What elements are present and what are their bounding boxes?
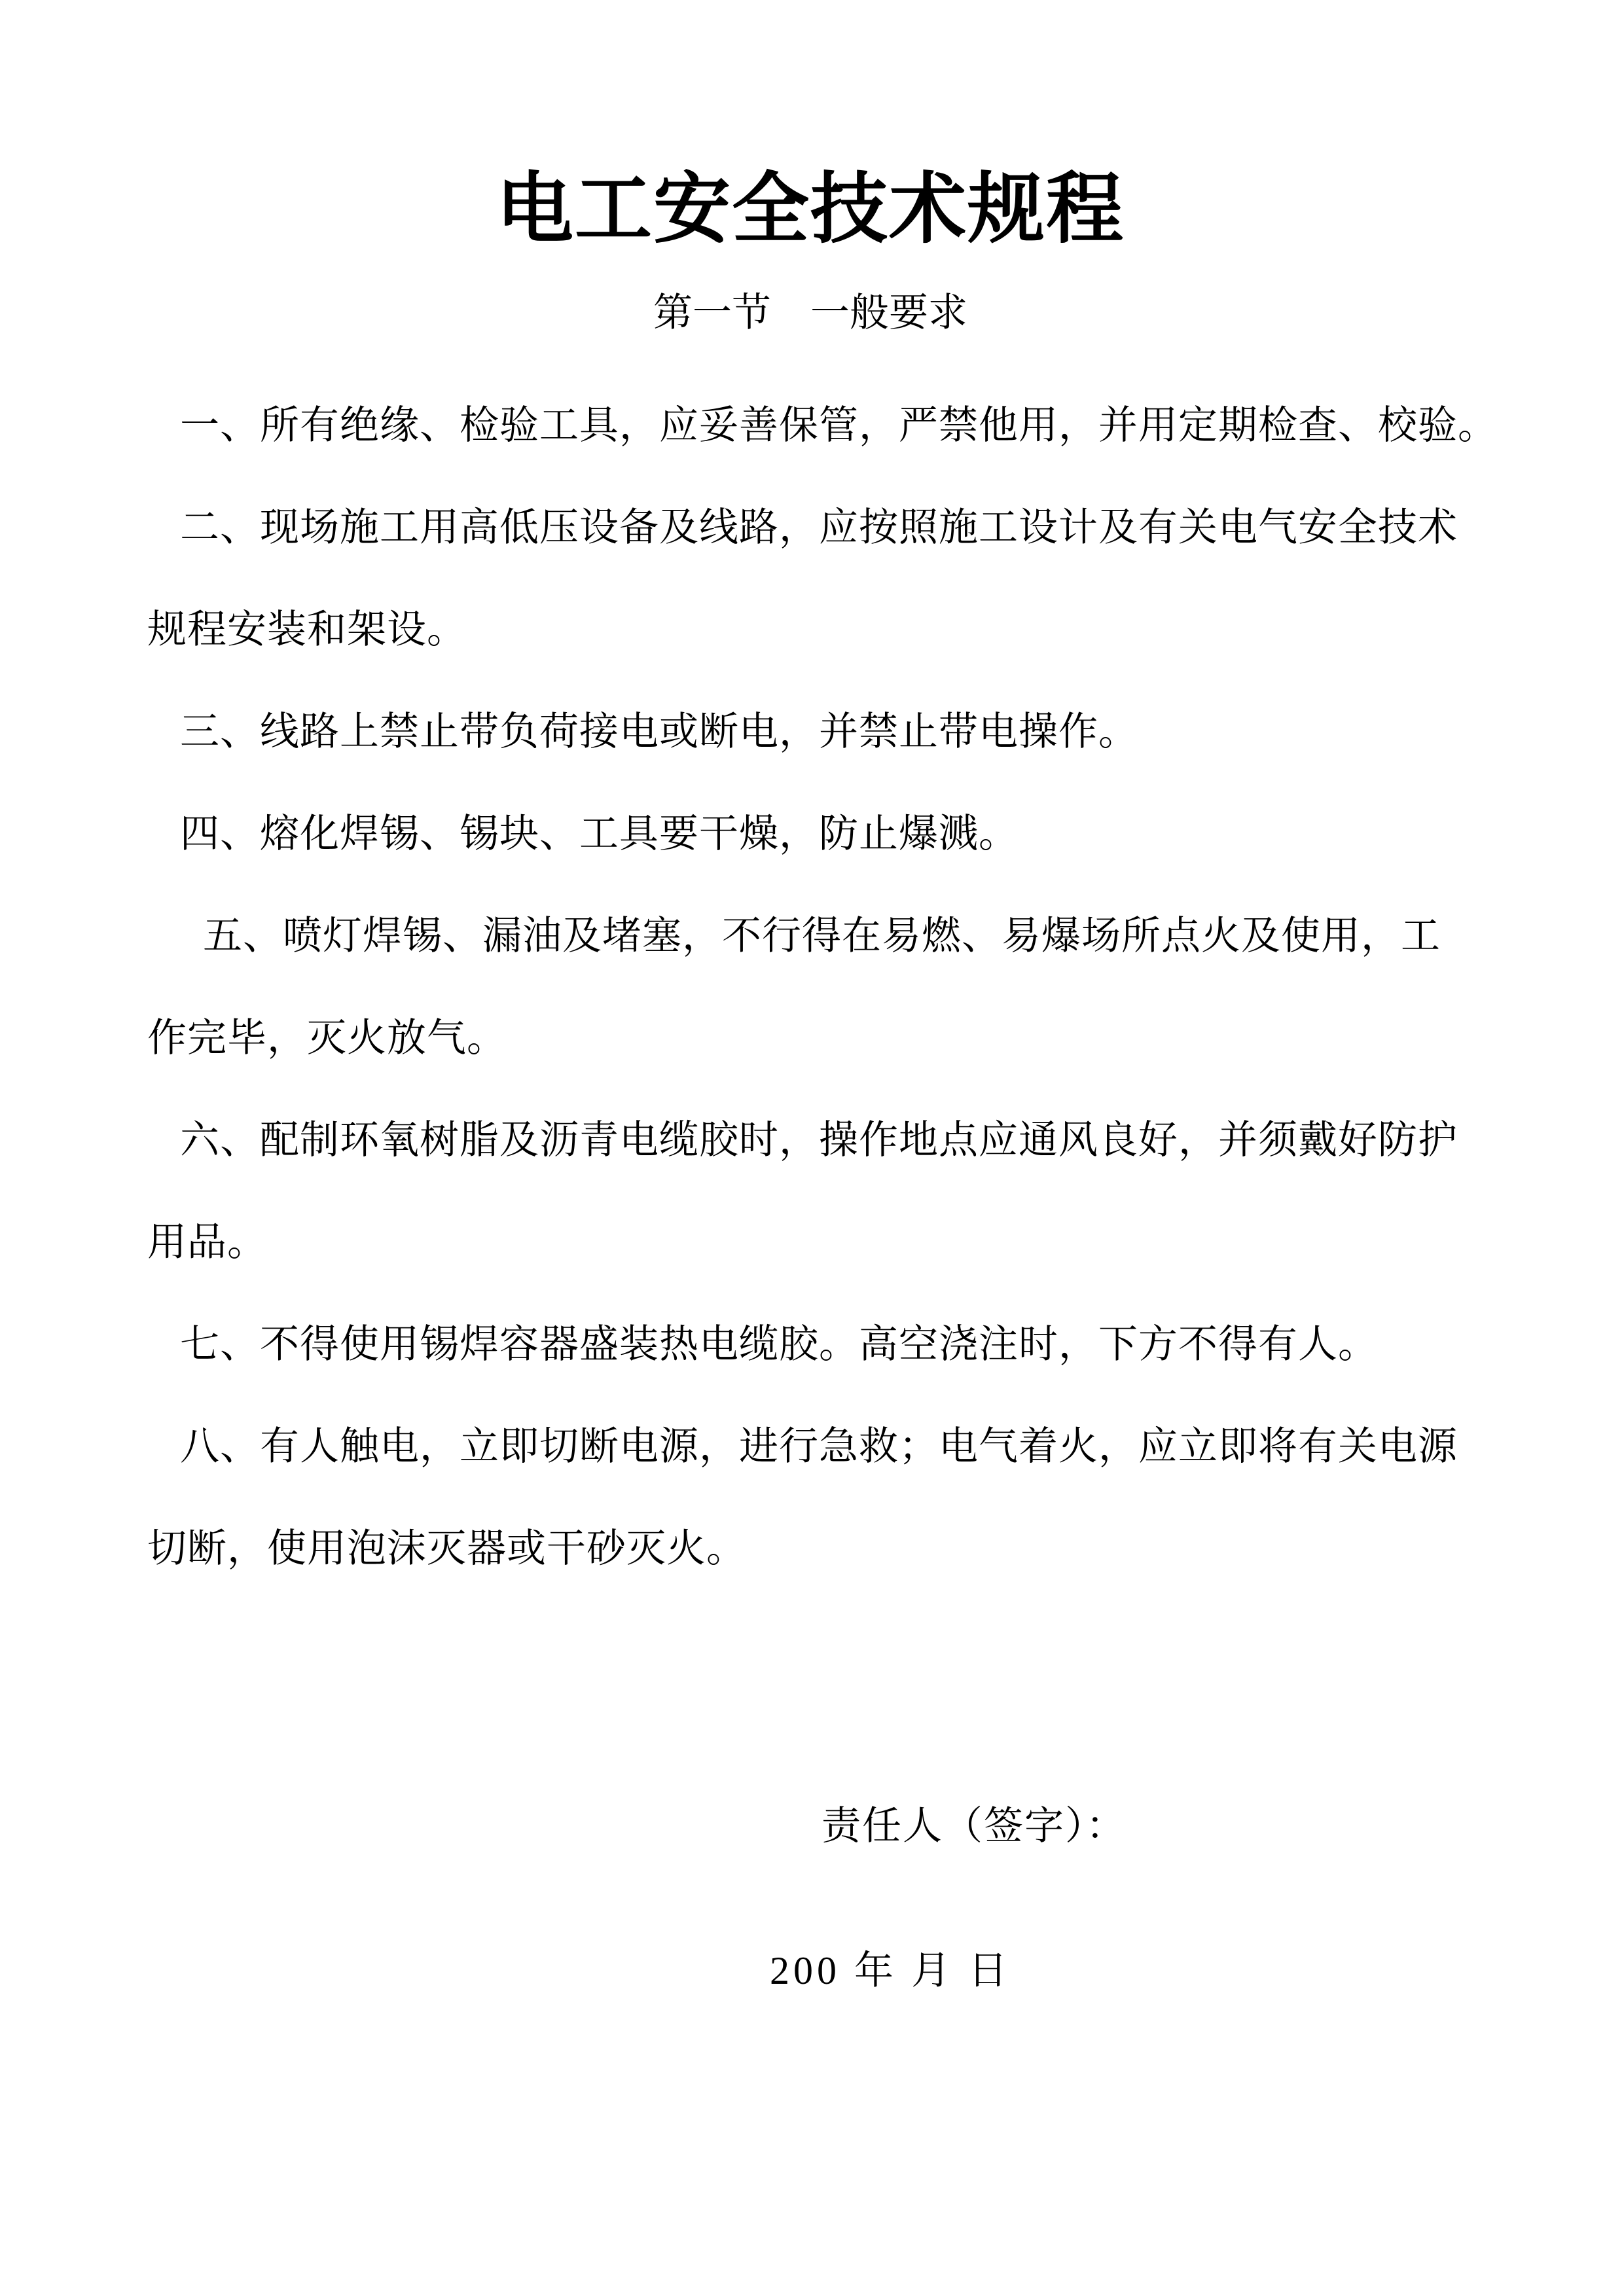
paragraph-line: 八、有人触电，立即切断电源，进行急救；电气着火，应立即将有关电源 [180,1425,1458,1468]
paragraph-line: 五、喷灯焊锡、漏油及堵塞，不行得在易燃、易爆场所点火及使用，工 [203,914,1441,958]
paragraph-line: 切断，使用泡沫灭器或干砂灭火。 [147,1527,746,1570]
paragraph-line: 规程安装和架设。 [147,608,467,651]
date-line: 200 年 月 日 [770,1949,1011,1992]
document-title: 电工安全技术规程 [496,166,1125,253]
paragraph-line: 一、所有绝缘、检验工具，应妥善保管，严禁他用，并用定期检查、校验。 [180,404,1498,447]
paragraph-line: 六、配制环氧树脂及沥青电缆胶时，操作地点应通风良好，并须戴好防护 [180,1119,1458,1162]
paragraph-line: 二、现场施工用高低压设备及线路，应按照施工设计及有关电气安全技术 [180,506,1458,549]
section-heading: 第一节 一般要求 [653,291,967,334]
paragraph-line: 四、熔化焊锡、锡块、工具要干燥，防止爆溅。 [180,812,1019,855]
paragraph-line: 七、不得使用锡焊容器盛装热电缆胶。高空浇注时，下方不得有人。 [180,1323,1378,1366]
document-body [147,374,1498,1600]
paragraph-line: 作完毕，灭火放气。 [147,1016,507,1060]
paragraph-line: 三、线路上禁止带负荷接电或断电，并禁止带电操作。 [180,710,1138,753]
signature-line: 责任人（签字）： [821,1804,1127,1848]
paragraph-line: 用品。 [147,1221,267,1264]
